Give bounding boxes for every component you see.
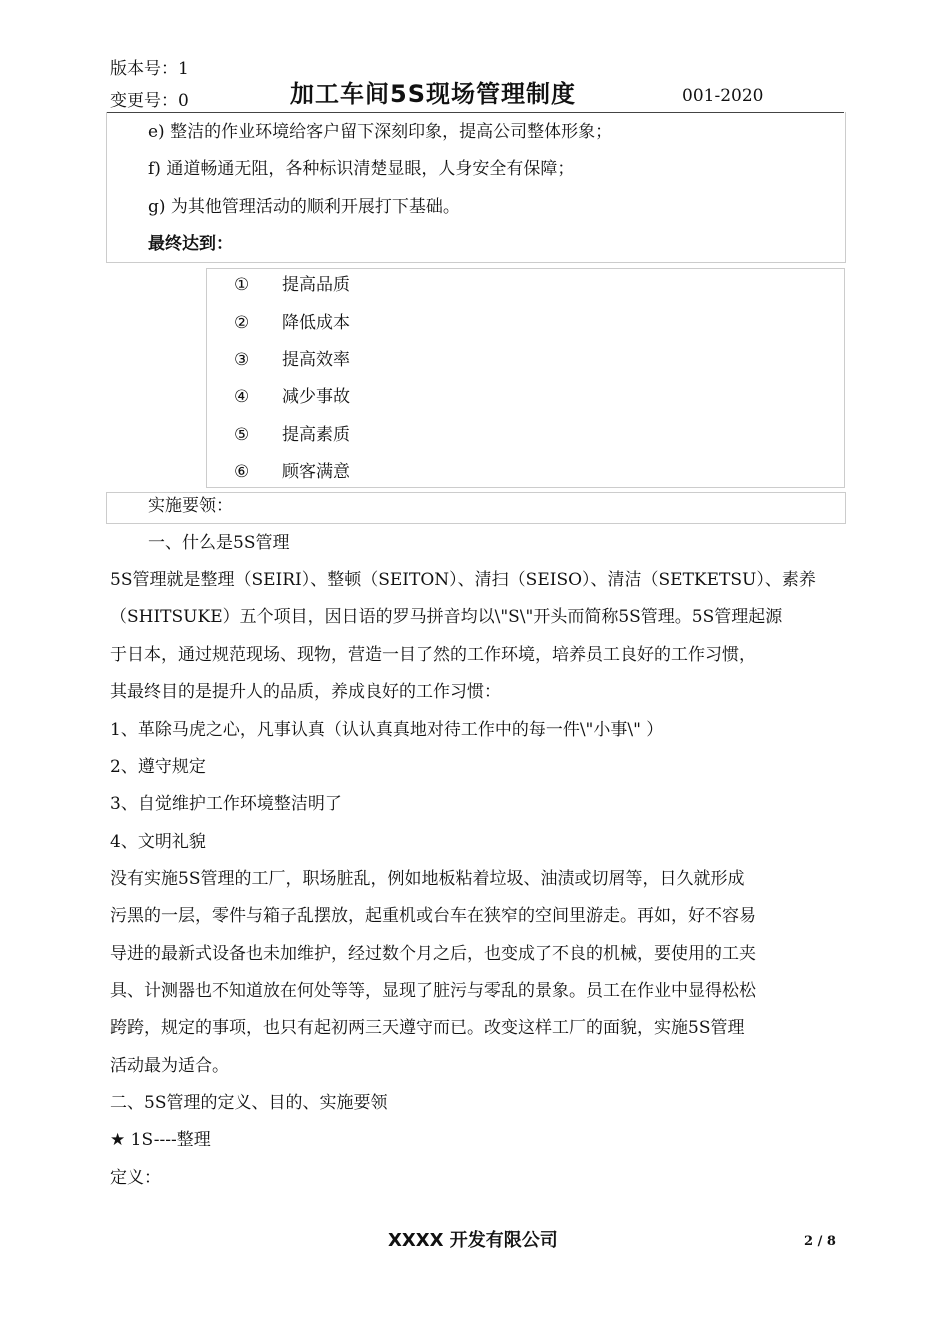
paragraph-line: （SHITSUKE）五个项目，因日语的罗马拼音均以\"S\"开头而简称5S管理。5S管理起源	[110, 607, 783, 627]
star-item: ★ 1S----整理	[110, 1130, 211, 1150]
paragraph-line: 导进的最新式设备也未加维护，经过数个月之后，也变成了不良的机械，要使用的工夹	[110, 944, 756, 964]
list-item: 4、文明礼貌	[110, 832, 206, 852]
final-goal-item: ⑤ 提高素质	[234, 425, 350, 445]
final-goal-item: ① 提高品质	[234, 275, 350, 295]
paragraph-line: 活动最为适合。	[110, 1056, 229, 1076]
paragraph-line: 具、计测器也不知道放在何处等等，显现了脏污与零乱的景象。员工在作业中显得松松	[110, 981, 756, 1001]
paragraph-line: 没有实施5S管理的工厂，职场脏乱，例如地板粘着垃圾、油渍或切屑等，日久就形成	[110, 869, 745, 889]
list-item: 2、遵守规定	[110, 757, 206, 777]
section-title: 二、5S管理的定义、目的、实施要领	[110, 1093, 388, 1113]
document-title: 加工车间5S现场管理制度	[290, 80, 576, 108]
paragraph-line: 其最终目的是提升人的品质，养成良好的工作习惯：	[110, 682, 501, 702]
page-number: 2 / 8	[804, 1234, 836, 1249]
final-goal-item: ② 降低成本	[234, 313, 350, 333]
final-goal-item: ⑥ 顾客满意	[234, 462, 350, 482]
list-item: 1、革除马虎之心，凡事认真（认认真真地对待工作中的每一件\"小事\" ）	[110, 720, 664, 740]
final-goal-item: ③ 提高效率	[234, 350, 350, 370]
goal-item-g: g) 为其他管理活动的顺利开展打下基础。	[148, 197, 460, 217]
goal-item-f: f) 通道畅通无阻，各种标识清楚显眼，人身安全有保障；	[148, 159, 575, 179]
paragraph-line: 5S管理就是整理（SEIRI）、整顿（SEITON）、清扫（SEISO）、清洁（SETKETSU）、素养	[110, 570, 816, 590]
final-goal-label: 最终达到：	[148, 234, 233, 254]
section-title: 一、什么是5S管理	[148, 533, 290, 553]
document-code: 001-2020	[682, 86, 764, 106]
definition-label: 定义：	[110, 1168, 161, 1188]
goal-item-e: e) 整洁的作业环境给客户留下深刻印象，提高公司整体形象；	[148, 122, 613, 142]
impl-label: 实施要领：	[148, 496, 233, 516]
paragraph-line: 污黑的一层，零件与箱子乱摆放，起重机或台车在狭窄的空间里游走。再如，好不容易	[110, 906, 756, 926]
final-goals-box	[206, 268, 845, 488]
version-number: 版本号：1	[110, 59, 189, 79]
list-item: 3、自觉维护工作环境整洁明了	[110, 794, 342, 814]
paragraph-line: 跨跨，规定的事项，也只有起初两三天遵守而已。改变这样工厂的面貌，实施5S管理	[110, 1018, 745, 1038]
footer-company-name: XXXX 开发有限公司	[388, 1230, 558, 1251]
paragraph-line: 于日本，通过规范现场、现物，营造一目了然的工作环境，培养员工良好的工作习惯，	[110, 645, 756, 665]
final-goal-item: ④ 减少事故	[234, 387, 350, 407]
change-number: 变更号：0	[110, 91, 189, 111]
